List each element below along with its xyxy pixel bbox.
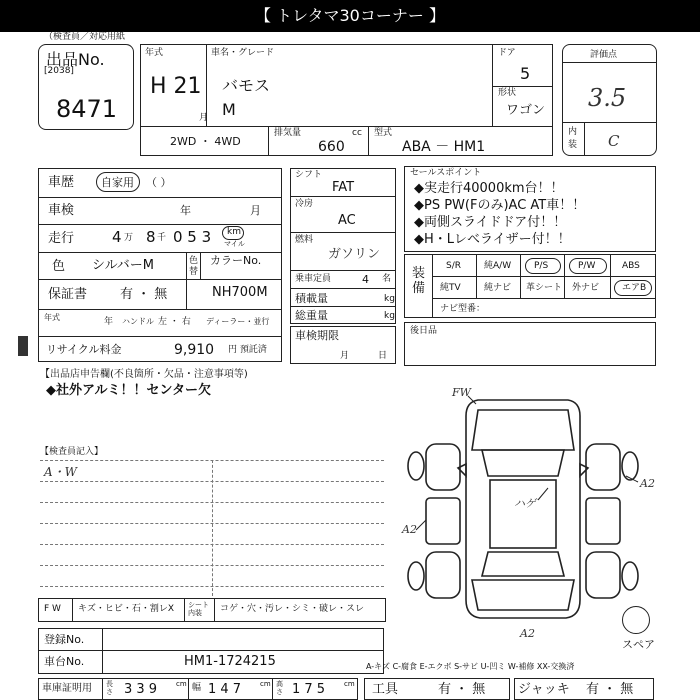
doors-label: ドア [498,48,516,58]
sales-point-2: ◆PS PW(Fのみ)AC AT車！！ [414,198,586,213]
navi-label: ナビ型番： [440,304,486,314]
fw-mark: FW [452,386,471,399]
ac-value: AC [338,213,356,228]
gross-unit: kg [384,311,395,321]
tools-label: 工具 [372,682,399,697]
history-label: 車歴 [48,175,75,190]
jack-value: 有 ・ 無 [586,682,634,697]
model-name: バモス [222,76,271,95]
sales-label: セールスポイント [410,168,482,178]
equip-aw: 純A/W [484,261,512,271]
shift-label: シフト [295,170,323,180]
bottom-mark: A2 [520,627,535,640]
seat-items: コゲ・穴・汚レ・シミ・破レ・スレ [220,604,365,614]
len-unit: cm [176,680,187,688]
right-mark: A2 [640,477,655,490]
sales-point-4: ◆H・Lレベライザー付！！ [414,232,571,247]
color-code: NH700M [212,285,268,300]
left-mark: A2 [402,523,417,536]
car-damage-diagram [398,380,668,640]
doors-value: 5 [520,64,531,83]
color-code-label: カラーNo. [210,254,262,267]
equip-navi: 純ナビ [484,283,512,293]
wid-label: 幅 [192,683,202,693]
score-value: 3.5 [588,84,627,112]
mileage-sen: 8 [146,228,156,246]
fw-label: F W [44,604,61,614]
inspector-header: 【検査員記入】 [40,447,104,457]
mileage-label: 走行 [48,231,75,246]
handle-label: ハンドル [122,317,154,326]
equip-abs: ABS [622,261,640,271]
fw-items: キズ・ヒビ・石・割レX [78,604,174,614]
spare-label: スペア [622,638,655,651]
size-label: 車庫証明用 [42,683,92,694]
score-label: 評価点 [590,50,618,60]
dealer-value: ディーラー・並行 [206,317,270,326]
warranty-value: 有 ・ 無 [120,287,168,302]
year-label: 年式 [145,48,164,58]
color-label: 色 [52,259,66,274]
history-value: 自家用 [101,176,134,189]
jack-label: ジャッキ [518,682,570,697]
equip-label: 装備 [412,266,426,296]
hgt-unit: cm [344,680,355,688]
model-label: 車名・グレード [211,48,275,58]
back-label: 後日品 [410,326,438,336]
mileage-man: 4 [112,228,122,246]
header-title: 【 トレタマ30コーナー 】 [255,6,445,25]
spare-circle [622,606,650,634]
ac-label: 冷房 [295,199,314,209]
aux-year-label: 年式 [44,313,60,322]
shift-value: FAT [332,180,355,195]
warranty-label: 保証書 [48,287,88,302]
recycle-value: 9,910 [174,342,215,358]
valid-label: 車検期限 [295,329,339,342]
mileage-rest: 0 5 3 [173,228,212,246]
back-box [404,322,656,366]
interior-label: 内装 [568,127,578,150]
recycle-label: リサイクル料金 [46,343,122,356]
sales-point-1: ◆実走行40000km台！！ [414,181,564,196]
capacity-unit: 名 [382,274,392,284]
equip-tv: 純TV [440,283,461,293]
model-grade: M [222,100,236,119]
interior-value: C [608,132,620,150]
valid-day: 日 [378,351,388,361]
recycle-mark [18,336,28,356]
history-paren: （ ） [146,176,172,189]
len-value: 3 3 9 [124,682,158,697]
equip-leather: 革シート [526,283,563,293]
top-note: （検査員／対応用紙 [44,32,126,42]
mileage-sen-unit: 千 [157,233,167,243]
hood-mark: ハゲ [514,497,536,510]
recycle-unit: 円 預託済 [228,345,267,355]
equip-airbag: エアB [622,283,647,293]
year-suffix: 月 [199,113,209,123]
load-unit: kg [384,294,395,304]
lot-stamp: [2038] [44,66,74,76]
color-value: シルバーM [92,258,154,273]
sales-point-3: ◆両側スライドドア付！！ [414,215,567,230]
shape-value: ワゴン [506,103,546,118]
displacement-unit: cc [352,128,362,138]
lot-label: 出品No. [46,50,105,69]
inspection-label: 車検 [48,203,75,218]
mileage-mile: マイル [224,240,245,248]
len-label: 長さ [106,680,113,696]
handle-value: 左 ・ 右 [158,317,191,327]
year-value: H 21 [150,74,202,99]
shape-label: 形状 [498,88,517,98]
color-change-label: 色替 [189,256,199,277]
displacement-label: 排気量 [274,128,302,138]
equip-pw: P/W [578,261,596,271]
inspection-month: 月 [250,204,261,217]
mileage-km: km [227,227,241,237]
seat-label: シート内装 [188,601,209,617]
mileage-man-unit: 万 [124,233,134,243]
equip-sr: S/R [446,261,461,271]
load-label: 積載量 [295,292,328,305]
capacity-label: 乗車定員 [295,274,332,284]
displacement-value: 660 [318,139,345,155]
fuel-value: ガソリン [328,247,381,262]
fuel-label: 燃料 [295,235,314,245]
notes-line1: ◆社外アルミ！！センター欠 [46,383,211,398]
valid-month: 月 [340,351,350,361]
inspection-year: 年 [180,204,191,217]
aux-month: 年 [104,317,114,327]
tools-value: 有 ・ 無 [438,682,486,697]
drive-value: 2WD ・ 4WD [170,135,241,148]
equip-ext-navi: 外ナビ [572,283,600,293]
chassis-label: 車台No. [44,655,85,668]
hgt-label: 高さ [276,680,283,696]
notes-header: 【出品店申告欄(不良箇所・欠品・注意事項等) [40,369,248,380]
wid-unit: cm [260,680,271,688]
type-value: ABA － HM1 [402,139,486,155]
reg-no-label: 登録No. [44,633,85,646]
inspector-note: A・W [44,465,78,479]
chassis-value: HM1-1724215 [184,654,276,669]
equip-ps: P/S [534,261,549,271]
wid-value: 1 4 7 [208,682,242,697]
capacity-value: 4 [362,273,369,286]
hgt-value: 1 7 5 [292,682,326,697]
lot-number: 8471 [56,95,118,123]
damage-legend: A-キズ C-腐食 E-エクボ S-サビ U-凹ミ W-補修 XX-交換済 [366,662,575,671]
gross-label: 総重量 [295,309,328,322]
type-label: 型式 [374,128,393,138]
